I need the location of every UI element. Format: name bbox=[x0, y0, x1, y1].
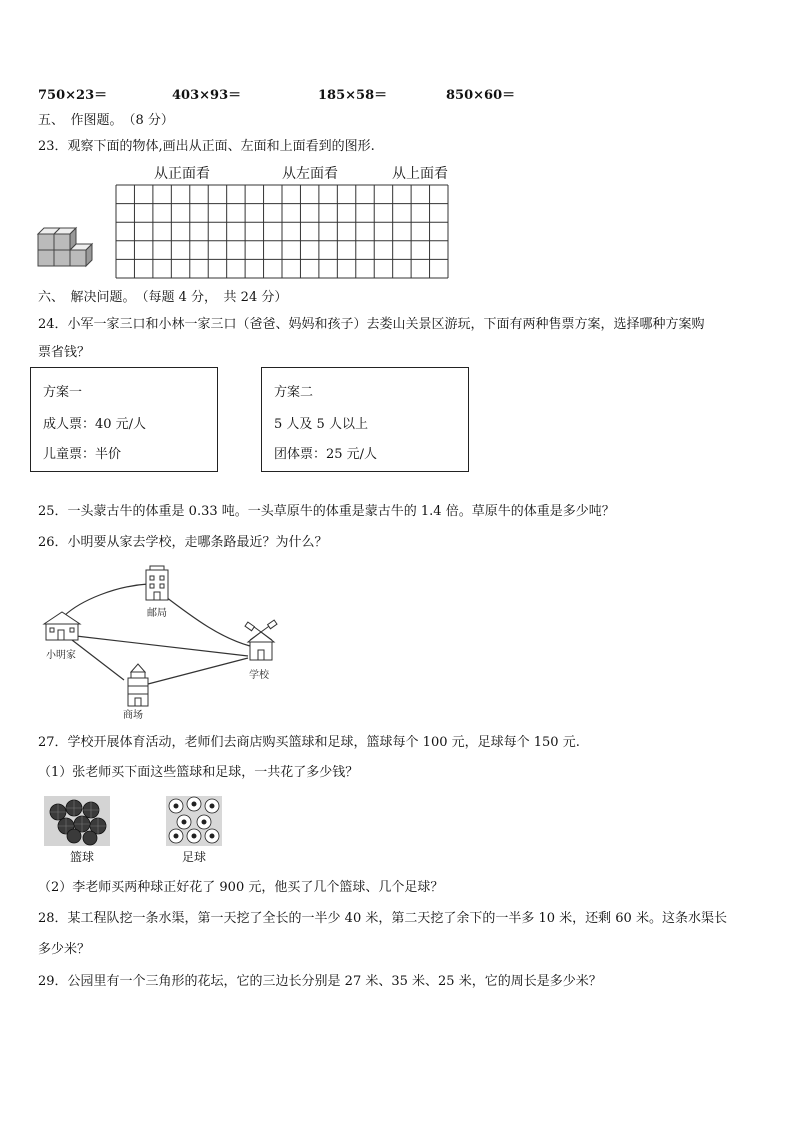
section-6-heading: 六、 解决问题。 （每题 4 分， 共 24 分） bbox=[38, 290, 288, 305]
q24-line1: 24．小军一家三口和小林一家三口（爸爸、妈妈和孩子）去娄山关景区游玩，下面有两种售票方案，选择哪种方案购 bbox=[38, 317, 705, 332]
home-icon bbox=[44, 612, 80, 640]
view-label-left: 从左面看 bbox=[282, 166, 338, 182]
map-label-home: 小明家 bbox=[46, 650, 76, 661]
section-5-heading: 五、 作图题。 （8 分） bbox=[38, 113, 174, 128]
plan-2-title: 方案二 bbox=[274, 385, 314, 400]
route-home-post bbox=[64, 584, 148, 616]
basketball-label: 篮球 bbox=[70, 850, 95, 864]
plan-1-title: 方案一 bbox=[43, 385, 83, 400]
plan-1-adult: 成人票：40 元/人 bbox=[43, 417, 147, 432]
view-label-front: 从正面看 bbox=[154, 166, 210, 182]
calc-item-4: 850×60＝ bbox=[446, 88, 516, 103]
route-mall-school bbox=[148, 658, 248, 684]
cube-figure bbox=[36, 226, 96, 268]
view-label-top: 从上面看 bbox=[392, 166, 448, 182]
q28-line2: 多少米？ bbox=[38, 942, 91, 957]
q28-line1: 28．某工程队挖一条水渠，第一天挖了全长的一半少 40 米，第二天挖了余下的一半多 10 米，还剩 60 米。这条水渠长 bbox=[38, 911, 727, 926]
q27-sub1: （1）张老师买下面这些篮球和足球，一共花了多少钱？ bbox=[38, 765, 359, 780]
q27-text: 27．学校开展体育活动，老师们去商店购买篮球和足球，篮球每个 100 元，足球每个 150 元. bbox=[38, 735, 580, 750]
q23-text: 23．观察下面的物体,画出从正面、左面和上面看到的图形. bbox=[38, 139, 375, 154]
q27-sub2: （2）李老师买两种球正好花了 900 元，他买了几个篮球、几个足球？ bbox=[38, 880, 444, 895]
football-photo bbox=[166, 796, 222, 846]
drawing-grid[interactable] bbox=[116, 185, 448, 278]
map-label-school: 学校 bbox=[249, 670, 269, 681]
map-label-post: 邮局 bbox=[147, 608, 167, 619]
football-label: 足球 bbox=[182, 850, 207, 864]
mall-icon bbox=[128, 664, 148, 706]
calc-item-1: 750×23＝ bbox=[38, 88, 108, 103]
calc-item-3: 185×58＝ bbox=[318, 88, 388, 103]
q26-text: 26．小明要从家去学校，走哪条路最近？为什么？ bbox=[38, 535, 328, 550]
route-home-school bbox=[76, 636, 248, 656]
calc-item-2: 403×93＝ bbox=[172, 88, 242, 103]
plan-2-group: 团体票：25 元/人 bbox=[274, 447, 378, 462]
q25-text: 25．一头蒙古牛的体重是 0.33 吨。一头草原牛的体重是蒙古牛的 1.4 倍。草原牛的体重是多少吨？ bbox=[38, 504, 615, 519]
route-post-school bbox=[162, 594, 250, 646]
q29-text: 29．公园里有一个三角形的花坛，它的三边长分别是 27 米、35 米、25 米，它的周长是多少米？ bbox=[38, 974, 602, 989]
basketball-photo bbox=[44, 796, 110, 846]
q24-line2: 票省钱？ bbox=[38, 345, 91, 360]
school-icon bbox=[245, 620, 277, 660]
route-home-mall bbox=[72, 640, 124, 680]
plan-1-box bbox=[30, 367, 218, 472]
plan-2-rule: 5 人及 5 人以上 bbox=[274, 417, 368, 432]
post-office-icon bbox=[146, 566, 168, 600]
route-map bbox=[36, 560, 296, 725]
plan-1-child: 儿童票：半价 bbox=[43, 447, 122, 462]
map-label-mall: 商场 bbox=[123, 710, 143, 721]
plan-2-box bbox=[261, 367, 469, 472]
